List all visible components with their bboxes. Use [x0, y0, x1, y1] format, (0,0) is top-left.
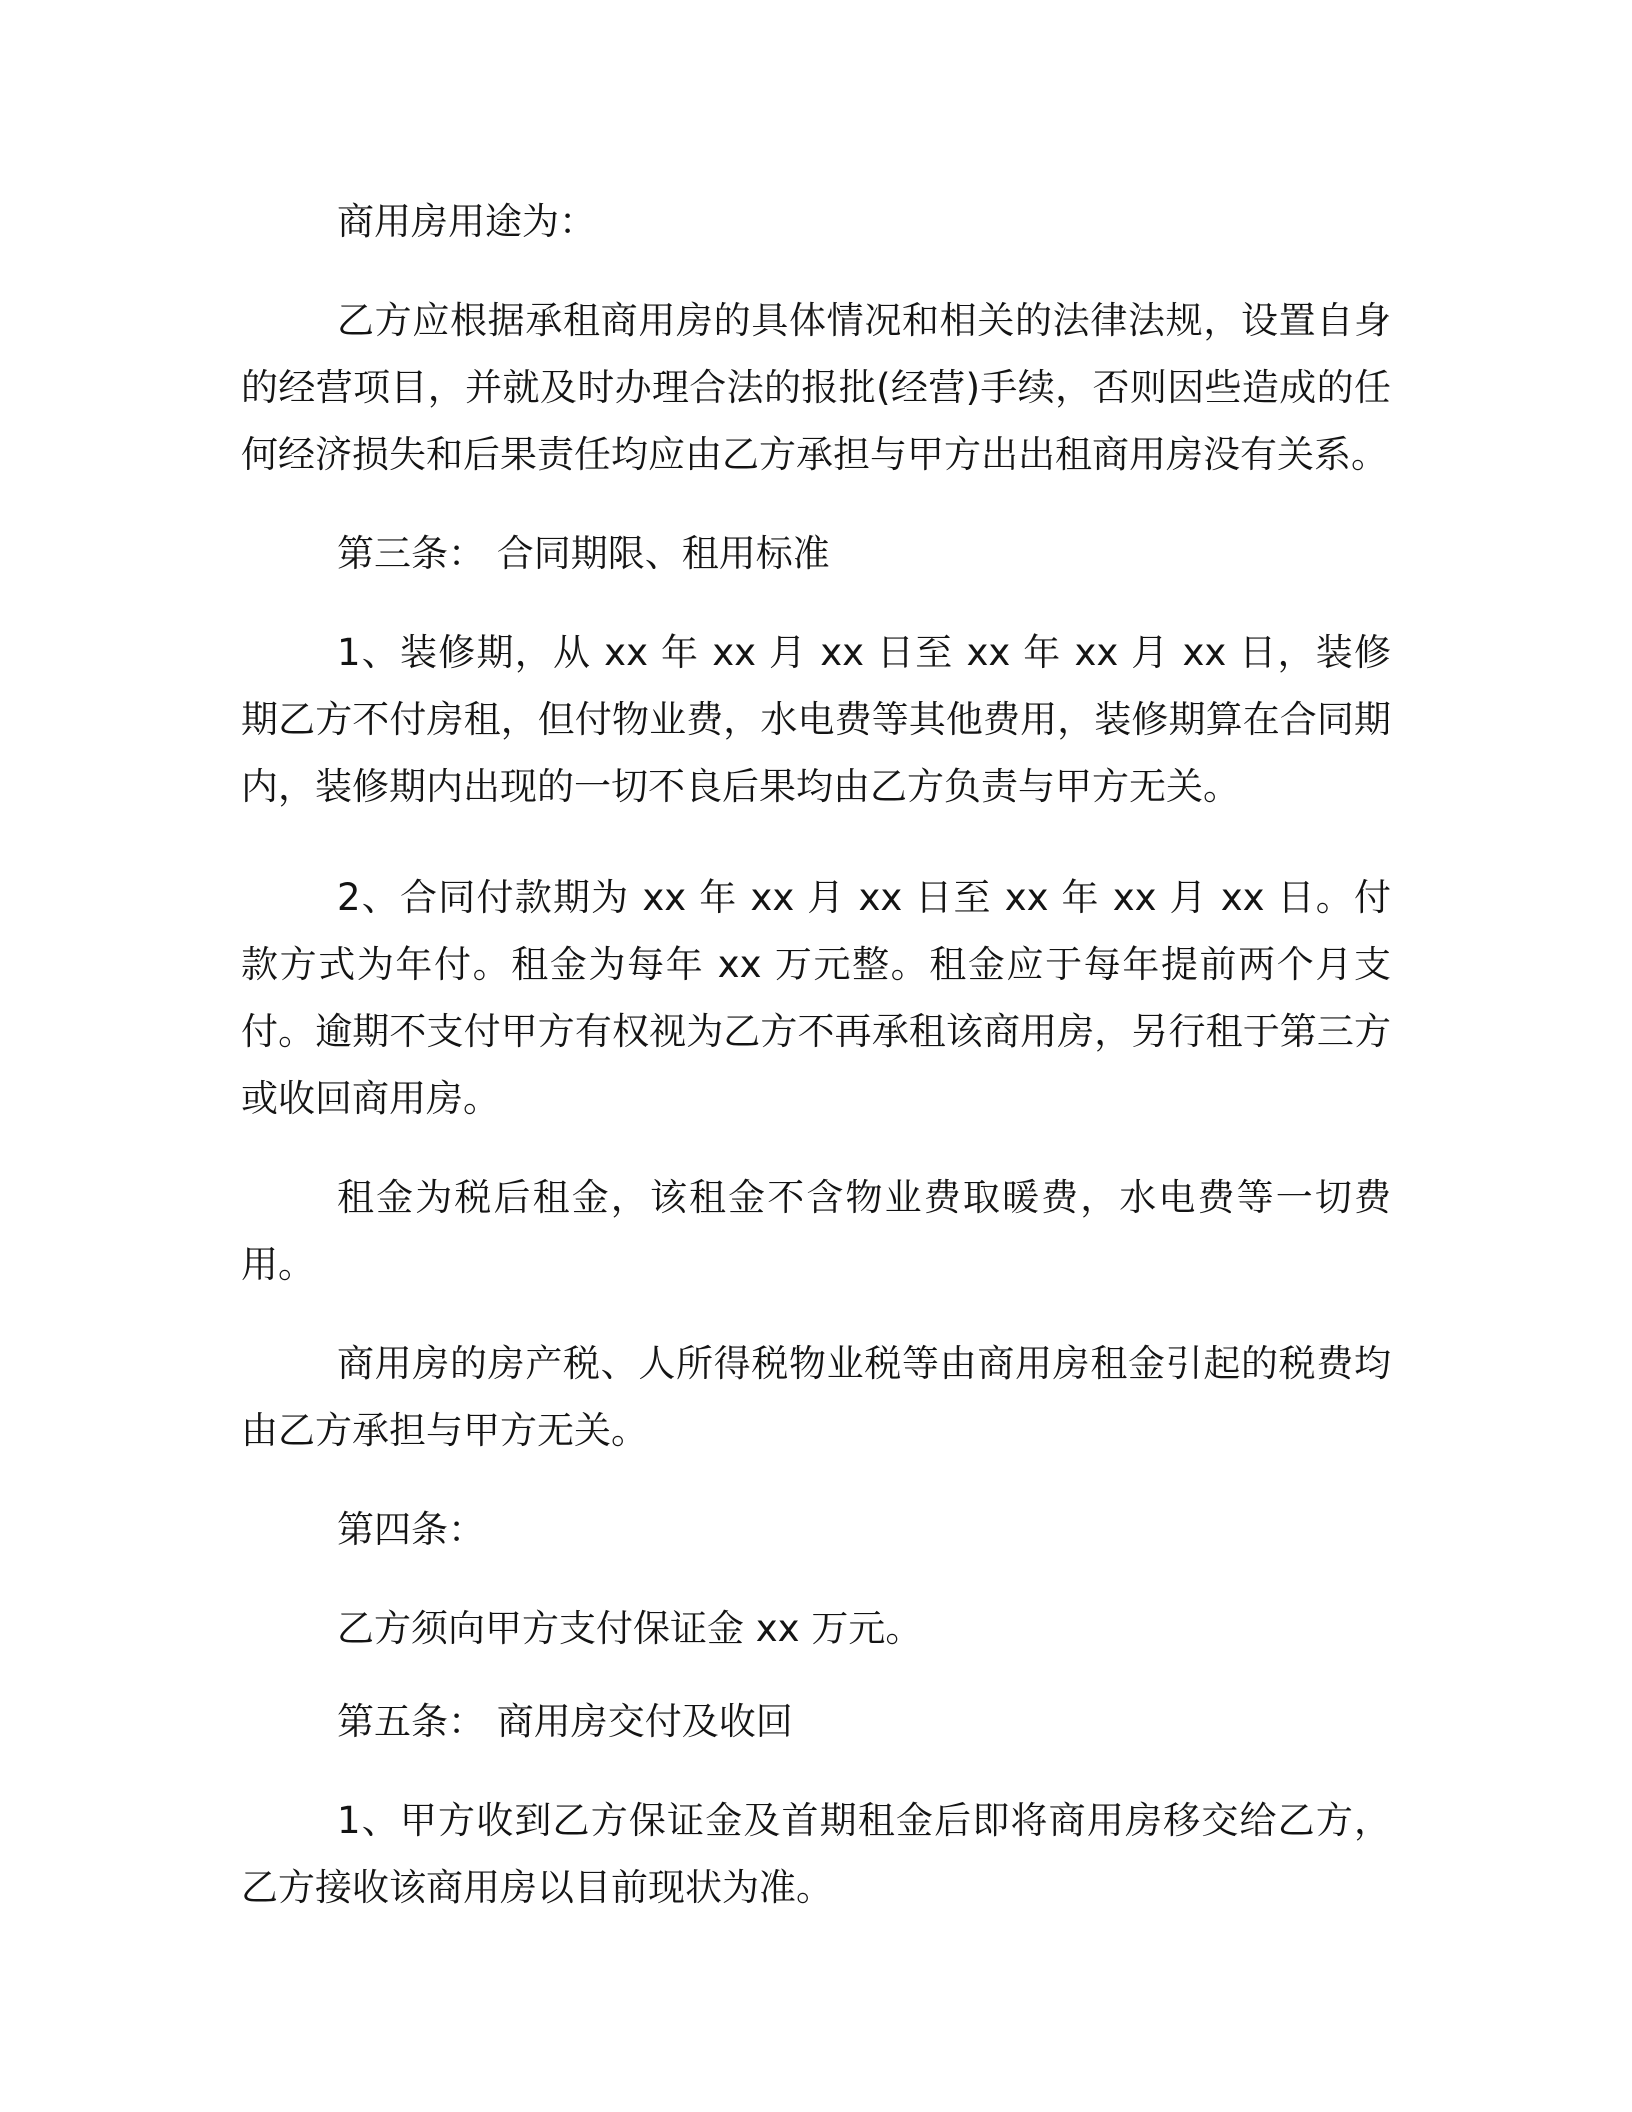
paragraph-business-license: 乙方应根据承租商用房的具体情况和相关的法律法规，设置自身的经营项目，并就及时办理合法的报批(经营)手续，否则因些造成的任何经济损失和后果责任均应由乙方承担与甲方出出租商用房没有关系。 [241, 299, 1391, 476]
paragraph-after-tax-rent: 租金为税后租金，该租金不含物业费取暖费，水电费等一切费用。 [241, 1176, 1391, 1286]
heading-article-5: 第五条： 商用房交付及收回 [337, 1700, 793, 1743]
paragraph-usage: 商用房用途为： [337, 200, 596, 243]
heading-article-4: 第四条： [337, 1508, 485, 1551]
paragraph-deposit: 乙方须向甲方支付保证金 xx 万元。 [337, 1607, 923, 1650]
paragraph-renovation-period: 1、装修期，从 xx 年 xx 月 xx 日至 xx 年 xx 月 xx 日，装修期乙方不付房租，但付物业费，水电费等其他费用，装修期算在合同期内，装修期内出现的一切不良后果均由乙方负责与甲方无关。 [241, 631, 1391, 808]
document-body [241, 188, 1391, 1953]
heading-article-3: 第三条： 合同期限、租用标准 [337, 532, 830, 575]
paragraph-handover: 1、甲方收到乙方保证金及首期租金后即将商用房移交给乙方，乙方接收该商用房以目前现状为准。 [241, 1799, 1391, 1909]
paragraph-taxes: 商用房的房产税、人所得税物业税等由商用房租金引起的税费均由乙方承担与甲方无关。 [241, 1342, 1391, 1452]
paragraph-payment-period: 2、合同付款期为 xx 年 xx 月 xx 日至 xx 年 xx 月 xx 日。付款方式为年付。租金为每年 xx 万元整。租金应于每年提前两个月支付。逾期不支付甲方有权视为乙方不再承租该商用房，另行租于第三方或收回商用房。 [241, 876, 1391, 1120]
